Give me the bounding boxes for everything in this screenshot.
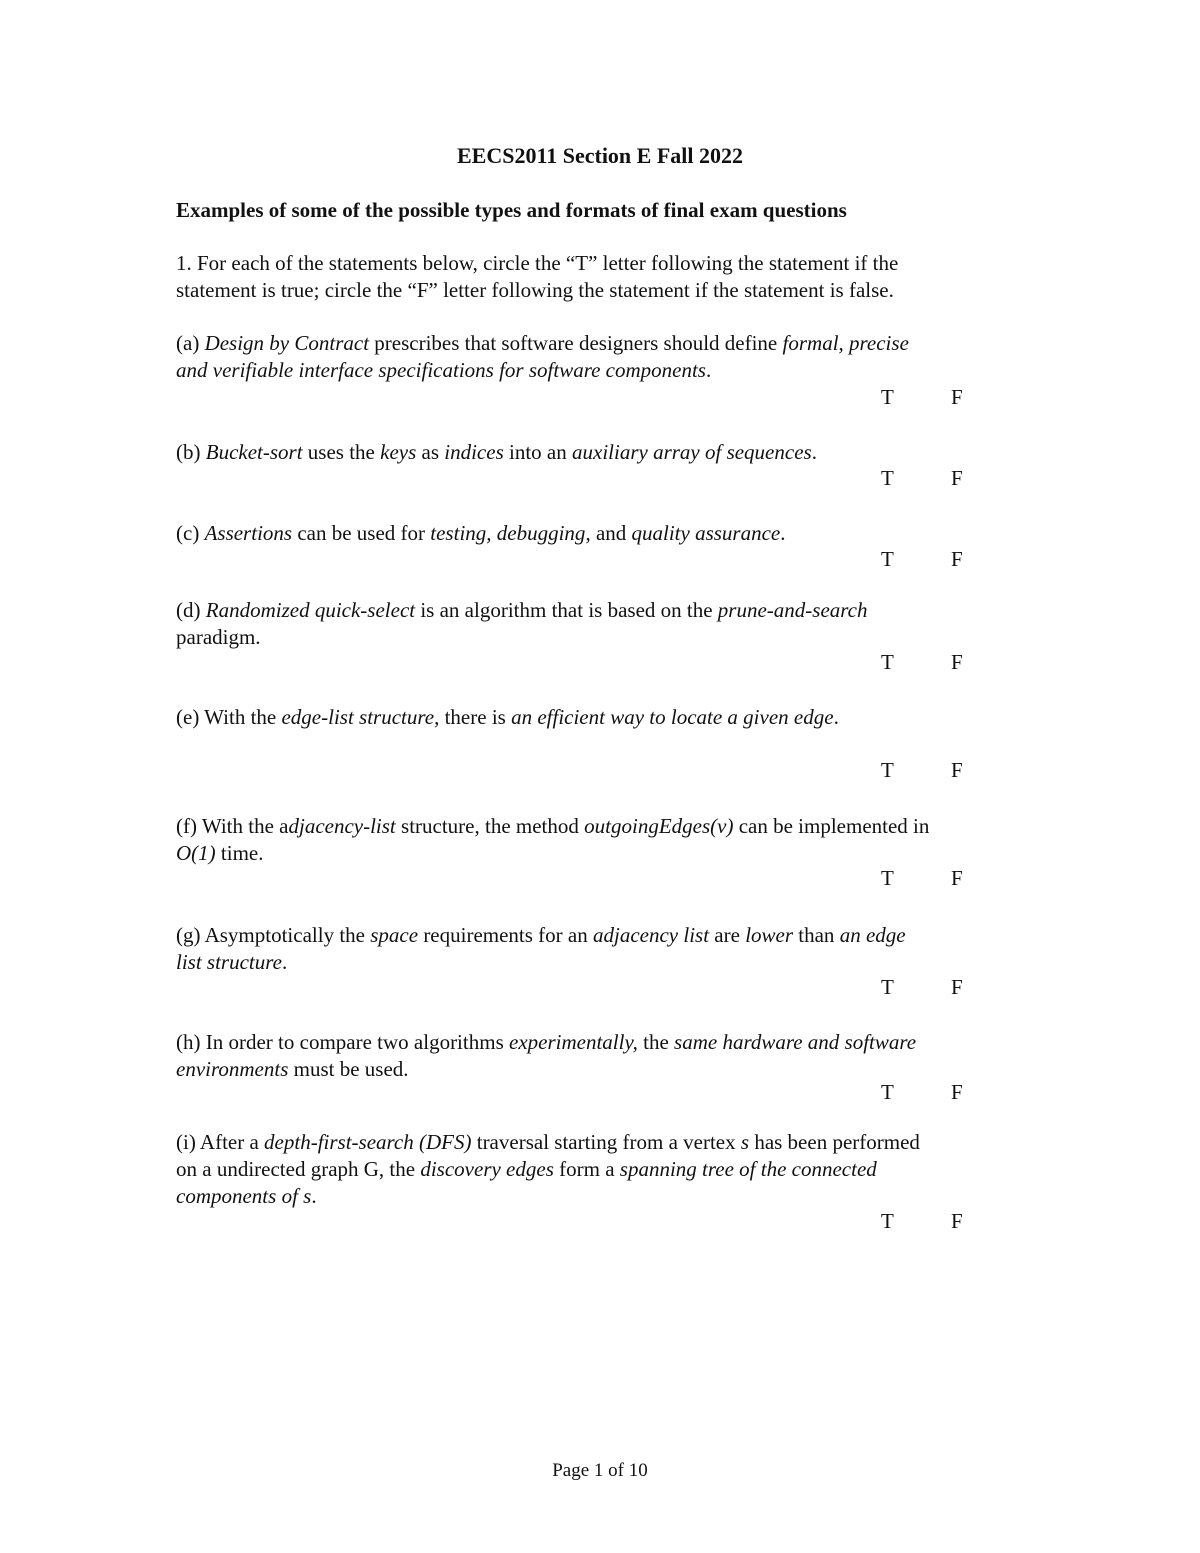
- statement-text: (d): [176, 598, 206, 622]
- question-intro-line-2: statement is true; circle the “F” letter following the statement if the statement is false.: [176, 278, 894, 302]
- emphasized-text: quality assurance: [631, 521, 781, 545]
- statement-8-line-0: [176, 1129, 920, 1156]
- statement-text: can be used for: [292, 521, 431, 545]
- emphasized-text: list structure: [176, 950, 282, 974]
- statement-text: has been performed: [749, 1130, 920, 1154]
- statement-8-line-1: [176, 1156, 877, 1183]
- emphasized-text: indices: [444, 440, 504, 464]
- statement-text: form a: [553, 1157, 620, 1181]
- statement-3-line-1: [176, 624, 261, 651]
- statement-3-line-0: [176, 597, 867, 624]
- false-option[interactable]: F: [951, 758, 963, 782]
- statement-text: structure, the method: [395, 814, 585, 838]
- emphasized-text: lower: [745, 923, 794, 947]
- emphasized-text: same hardware and software: [674, 1030, 917, 1054]
- emphasized-text: an edge: [839, 923, 906, 947]
- false-option[interactable]: F: [951, 650, 963, 674]
- statement-text: (h) In order to compare two algorithms: [176, 1030, 509, 1054]
- emphasized-text: adjacency list: [593, 923, 710, 947]
- statement-5-line-1: [176, 840, 263, 867]
- emphasized-text: components of s: [176, 1184, 312, 1208]
- statement-text: into an: [503, 440, 572, 464]
- emphasized-text: discovery edges: [420, 1157, 554, 1181]
- emphasized-text: outgoingEdges(v): [584, 814, 734, 838]
- statement-text: the: [637, 1030, 675, 1054]
- page-title: EECS2011 Section E Fall 2022: [456, 143, 744, 168]
- emphasized-text: s: [740, 1130, 750, 1154]
- statement-text: are: [709, 923, 746, 947]
- statement-text: (i) After a: [176, 1130, 265, 1154]
- statement-text: prescribes that software designers should define: [369, 331, 783, 355]
- true-option[interactable]: T: [881, 866, 894, 890]
- emphasized-text: spanning tree of the connected: [619, 1157, 877, 1181]
- statement-6-line-0: [176, 922, 906, 949]
- statement-1-line-0: [176, 439, 817, 466]
- emphasized-text: Bucket-sort: [205, 440, 303, 464]
- false-option[interactable]: F: [951, 547, 963, 571]
- statement-text: (b): [176, 440, 206, 464]
- statement-text: (a): [176, 331, 205, 355]
- true-option[interactable]: T: [881, 1080, 894, 1104]
- statement-text: (g) Asymptotically the: [176, 923, 371, 947]
- statement-8-line-2: [176, 1183, 317, 1210]
- statement-6-line-1: [176, 949, 287, 976]
- statement-text: uses the: [302, 440, 381, 464]
- statement-7-line-0: [176, 1029, 916, 1056]
- emphasized-text: auxiliary array of sequences: [572, 440, 812, 464]
- emphasized-text: and verifiable interface specifications for software components: [176, 358, 706, 382]
- true-option[interactable]: T: [881, 385, 894, 409]
- statement-text: time.: [215, 841, 264, 865]
- statement-text: .: [833, 705, 839, 729]
- statement-0-line-0: [176, 330, 909, 357]
- statement-text: than: [793, 923, 840, 947]
- statement-text: as: [416, 440, 445, 464]
- statement-text: (f) With the a: [176, 814, 289, 838]
- statement-text: traversal starting from a vertex: [471, 1130, 741, 1154]
- page-number: Page 1 of 10: [552, 1460, 648, 1481]
- emphasized-text: Design by Contract: [204, 331, 370, 355]
- emphasized-text: environments: [176, 1057, 289, 1081]
- statement-text: can be implemented in: [733, 814, 930, 838]
- emphasized-text: depth-first-search (DFS): [264, 1130, 472, 1154]
- statement-text: , there is: [434, 705, 512, 729]
- emphasized-text: an efficient way to locate a given edge: [511, 705, 834, 729]
- statement-text: .: [811, 440, 817, 464]
- true-option[interactable]: T: [881, 975, 894, 999]
- statement-text: must be used.: [288, 1057, 409, 1081]
- statement-text: .: [281, 950, 288, 974]
- emphasized-text: space: [370, 923, 419, 947]
- question-intro-line-1: 1. For each of the statements below, circle the “T” letter following the statement if the: [176, 251, 899, 275]
- statement-4-line-0: [176, 704, 839, 731]
- false-option[interactable]: F: [951, 1080, 963, 1104]
- true-option[interactable]: T: [881, 758, 894, 782]
- false-option[interactable]: F: [951, 466, 963, 490]
- emphasized-text: keys: [380, 440, 417, 464]
- emphasized-text: prune-and-search: [717, 598, 868, 622]
- emphasized-text: Assertions: [204, 521, 293, 545]
- statement-text: (e) With the: [176, 705, 282, 729]
- true-option[interactable]: T: [881, 547, 894, 571]
- false-option[interactable]: F: [951, 975, 963, 999]
- statement-text: (c): [176, 521, 205, 545]
- statement-text: on a undirected graph G, the: [176, 1157, 421, 1181]
- emphasized-text: Randomized quick-select: [205, 598, 416, 622]
- true-option[interactable]: T: [881, 650, 894, 674]
- true-option[interactable]: T: [881, 466, 894, 490]
- page-subtitle: Examples of some of the possible types and formats of final exam questions: [176, 198, 847, 222]
- statement-text: , and: [585, 521, 632, 545]
- emphasized-text: edge-list structure: [281, 705, 435, 729]
- statement-text: .: [780, 521, 786, 545]
- emphasized-text: djacency-list: [288, 814, 396, 838]
- statement-7-line-1: [176, 1056, 409, 1083]
- statement-2-line-0: [176, 520, 786, 547]
- emphasized-text: testing, debugging: [430, 521, 586, 545]
- statement-0-line-1: [176, 357, 711, 384]
- statement-text: paradigm.: [176, 625, 261, 649]
- statement-text: requirements for an: [418, 923, 593, 947]
- statement-text: .: [311, 1184, 317, 1208]
- emphasized-text: formal, precise: [782, 331, 909, 355]
- statement-5-line-0: [176, 813, 929, 840]
- false-option[interactable]: F: [951, 1209, 963, 1233]
- false-option[interactable]: F: [951, 866, 963, 890]
- emphasized-text: O(1): [176, 841, 216, 865]
- emphasized-text: experimentally,: [509, 1030, 638, 1054]
- false-option[interactable]: F: [951, 385, 963, 409]
- statement-text: is an algorithm that is based on the: [415, 598, 718, 622]
- statement-text: .: [705, 358, 712, 382]
- true-option[interactable]: T: [881, 1209, 894, 1233]
